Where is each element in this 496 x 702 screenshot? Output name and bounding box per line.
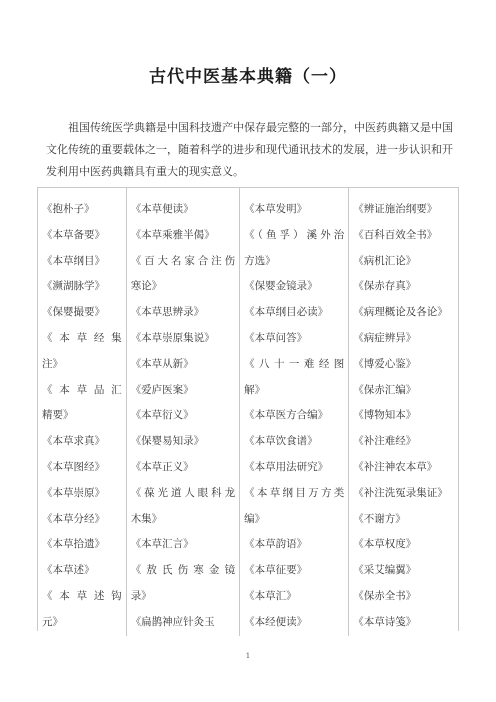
book-title-line: 《葆光道人眼科龙 <box>130 486 236 499</box>
intro-paragraph: 祖国传统医学典籍是中国科技遗产中保存最完整的一部分，中医药典籍又是中国文化传统的重要载体之一，随着科学的进步和现代通讯技术的发展，进一步认识和开发利用中医药典籍具有重大的现实意义。 <box>46 121 453 178</box>
book-title-line: 《敖氏伤寒金镜 <box>130 564 236 577</box>
book-title-line: 方选》 <box>244 254 276 267</box>
book-title-line: 《辨证施治纲要》 <box>353 203 438 215</box>
book-title-line: 《本草思辨录》 <box>130 306 205 319</box>
book-title-line: 《本草乘雅半偈》 <box>130 228 215 241</box>
book-title-line: 《本草纲目》 <box>42 254 105 267</box>
book-title-line: 《本草发明》 <box>244 203 308 215</box>
book-title-line: 《本草正义》 <box>130 460 194 473</box>
book-title-line: 《本草诗笺》 <box>353 615 417 628</box>
book-title-line: 《补注洗冤录集证》 <box>353 486 448 499</box>
book-title-line: 《本草述》 <box>42 564 95 577</box>
book-title-line: 《本草述钩 <box>42 589 122 602</box>
book-list-table <box>37 187 459 631</box>
book-title-line: 《本草崇原》 <box>42 486 105 499</box>
book-title-line: 《本草权度》 <box>353 538 417 551</box>
book-title-line: 《病症辨异》 <box>353 331 417 344</box>
book-title-line: 《不谢方》 <box>353 512 406 525</box>
book-title-line: 《本草便读》 <box>130 203 194 215</box>
book-title-line: 《博爱心鉴》 <box>353 357 417 370</box>
book-title-line: 《本草问答》 <box>244 331 308 344</box>
book-title-line: 《补注神农本草》 <box>353 460 438 473</box>
book-title-line: 《保婴撮要》 <box>42 306 105 319</box>
book-title-line: 精要》 <box>42 409 74 422</box>
book-title-line: 《保赤全书》 <box>353 589 417 602</box>
book-title-line: 《百大名家合注伤 <box>130 254 236 267</box>
book-title-line: 《本草衍义》 <box>130 409 194 422</box>
book-title-line: 《爱庐医案》 <box>130 383 194 396</box>
book-title-line: 《（鱼孚）溪外治 <box>244 228 345 241</box>
book-title-line: 《本草品汇 <box>42 383 122 396</box>
book-title-line: 《本草从新》 <box>130 357 194 370</box>
book-title-line: 《本草汇》 <box>244 589 297 602</box>
book-title-line: 《本草求真》 <box>42 435 105 448</box>
book-title-line: 《本草分经》 <box>42 512 105 525</box>
book-title-line: 编》 <box>244 512 266 525</box>
book-column-4 <box>349 188 458 636</box>
book-title-line: 《本草汇言》 <box>130 538 194 551</box>
book-title-line: 注》 <box>42 357 63 370</box>
book-title-line: 《博物知本》 <box>353 409 417 422</box>
book-title-line: 《扁鹊神应针灸玉 <box>130 615 215 628</box>
book-title-line: 《本草征要》 <box>244 564 308 577</box>
book-title-line: 《保婴金镜录》 <box>244 280 318 293</box>
book-title-line: 《本草饮食谱》 <box>244 435 318 448</box>
book-title-line: 《本草崇原集说》 <box>130 331 215 344</box>
book-title-line: 《八十一难经图 <box>244 357 345 370</box>
book-title-line: 《本经便读》 <box>244 615 308 628</box>
book-title-line: 《本草用法研究》 <box>244 460 329 473</box>
book-column-1 <box>38 188 126 636</box>
book-title-line: 《本草备要》 <box>42 228 105 241</box>
book-title-line: 解》 <box>244 383 266 396</box>
book-column-2 <box>126 188 239 636</box>
book-title-line: 《本草韵语》 <box>244 538 308 551</box>
book-title-line: 《保赤汇编》 <box>353 383 417 396</box>
book-title-line: 《抱朴子》 <box>42 203 95 215</box>
book-title-line: 录》 <box>130 589 152 602</box>
document-title: 古代中医基本典籍（一） <box>149 67 347 87</box>
book-title-line: 《本草图经》 <box>42 460 105 473</box>
book-title-line: 《保赤存真》 <box>353 280 417 293</box>
book-title-line: 《本草纲目必读》 <box>244 306 329 319</box>
book-title-line: 《濒湖脉学》 <box>42 280 105 293</box>
book-title-line: 《本草医方合编》 <box>244 409 329 422</box>
book-title-line: 《百科百效全书》 <box>353 228 438 241</box>
book-title-line: 寒论》 <box>130 280 163 293</box>
page-number: 1 <box>245 652 251 660</box>
book-title-line: 《病理概论及各论》 <box>353 306 448 319</box>
book-title-line: 《补注难经》 <box>353 435 417 448</box>
book-title-line: 《本草纲目万方类 <box>244 486 345 499</box>
book-title-line: 元》 <box>42 615 63 628</box>
book-title-line: 《本草经集 <box>42 331 122 344</box>
book-title-line: 《病机汇论》 <box>353 254 417 267</box>
book-title-line: 木集》 <box>130 512 163 525</box>
book-title-line: 《采艾编翼》 <box>353 564 417 577</box>
book-title-line: 《保婴易知录》 <box>130 435 205 448</box>
book-column-3 <box>240 188 349 636</box>
book-title-line: 《本草拾遗》 <box>42 538 105 551</box>
